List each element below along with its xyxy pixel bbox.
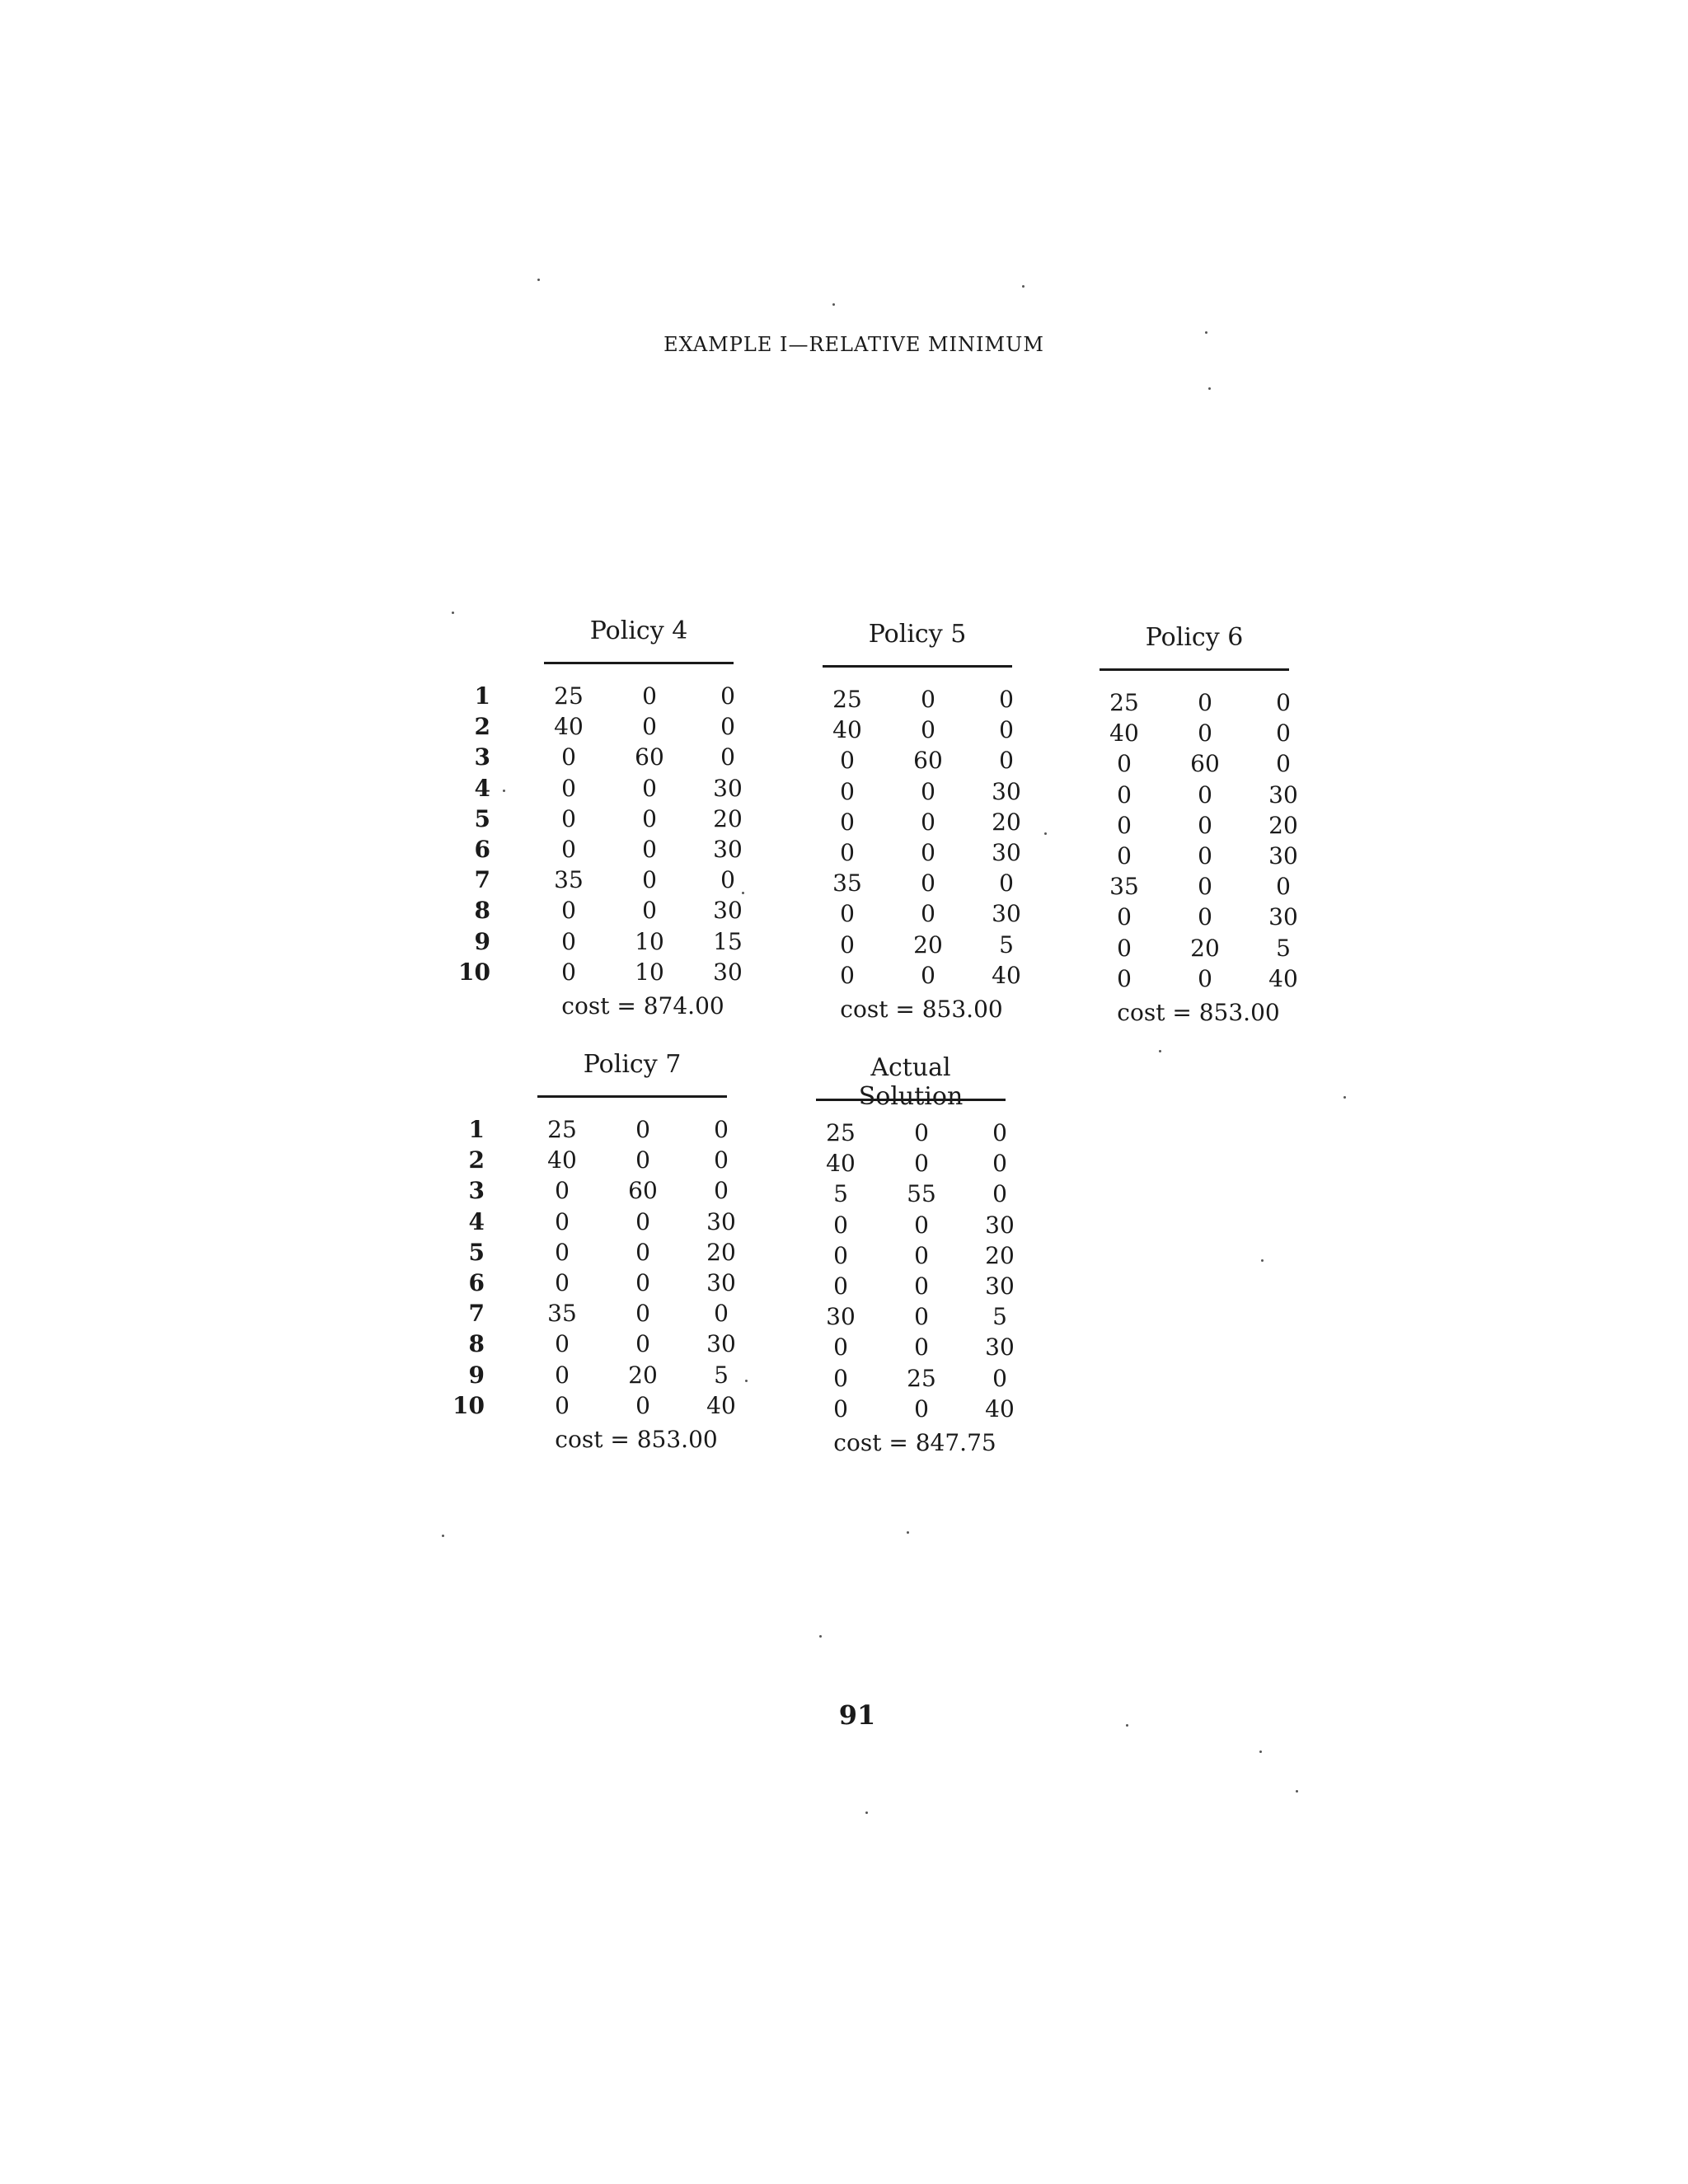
table-cell: 30: [706, 1330, 736, 1358]
table-cell: 0: [635, 1146, 650, 1174]
table-title: Policy 7: [583, 1050, 682, 1079]
title-rule: [816, 1099, 1006, 1101]
scan-speck: [1296, 1790, 1298, 1793]
scan-speck: [1261, 1259, 1264, 1262]
scan-speck: [907, 1531, 909, 1534]
table-cell: 0: [992, 1180, 1007, 1208]
table-cell: 0: [555, 1177, 570, 1205]
scan-speck: [1208, 387, 1211, 390]
table-cell: 0: [1117, 750, 1132, 778]
table-cell: 0: [999, 869, 1014, 898]
table-cell: 60: [635, 743, 664, 771]
table-cell: 0: [635, 1116, 650, 1143]
table-cell: 0: [714, 1300, 729, 1328]
table-cell: 30: [706, 1207, 736, 1235]
table-cell: 0: [635, 1330, 650, 1358]
table-cell: 0: [635, 1207, 650, 1235]
table-cell: 0: [642, 682, 657, 710]
table-cell: 0: [999, 747, 1014, 775]
table-cell: 0: [1117, 780, 1132, 808]
table-title: Policy 5: [868, 620, 967, 649]
table-cell: 60: [628, 1177, 658, 1205]
table-cell: 0: [555, 1361, 570, 1389]
table-cell: 30: [1268, 842, 1298, 869]
table-title: Policy 6: [1145, 623, 1244, 652]
table-cell: 0: [561, 774, 576, 802]
table-cell: 35: [832, 869, 862, 898]
table-cell: 0: [914, 1241, 929, 1269]
table-cell: 0: [1117, 842, 1132, 869]
table-cell: 25: [1109, 689, 1139, 716]
row-index: 8: [474, 897, 490, 925]
table-cell: 0: [714, 1146, 729, 1174]
table-cell: 0: [555, 1391, 570, 1419]
table-cell: 40: [706, 1391, 736, 1419]
table-cell: 0: [999, 686, 1014, 713]
row-index: 9: [468, 1361, 485, 1389]
table-cell: 40: [547, 1146, 577, 1174]
table-cell: 0: [921, 869, 935, 898]
table-cell: 10: [635, 927, 664, 955]
table-cell: 0: [840, 839, 855, 866]
scan-speck: [819, 1635, 822, 1638]
table-cell: 0: [635, 1391, 650, 1419]
table-cell: 0: [1117, 964, 1132, 992]
table-cell: 0: [833, 1394, 848, 1422]
table-cell: 0: [635, 1238, 650, 1266]
table-cell: 0: [561, 897, 576, 925]
table-cell: 0: [555, 1238, 570, 1266]
table-cell: 0: [555, 1207, 570, 1235]
scan-speck: [1343, 1096, 1346, 1099]
table-cell: 0: [999, 716, 1014, 744]
row-index: 8: [468, 1330, 485, 1358]
table-cell: 0: [914, 1211, 929, 1239]
title-rule: [544, 662, 734, 664]
table-cell: 40: [554, 713, 584, 741]
row-index: 4: [474, 774, 490, 802]
table-cell: 0: [840, 961, 855, 989]
scan-speck: [742, 892, 744, 894]
table-cell: 35: [1109, 873, 1139, 901]
table-cell: 0: [1198, 842, 1212, 869]
table-cell: 5: [833, 1180, 848, 1208]
table-cell: 60: [913, 747, 943, 775]
table-cell: 0: [720, 866, 735, 894]
cost-line: cost = 853.00: [555, 1426, 718, 1453]
table-cell: 5: [999, 930, 1014, 958]
scan-speck: [1159, 1050, 1161, 1052]
table-cell: 0: [561, 927, 576, 955]
table-cell: 20: [913, 930, 943, 958]
table-cell: 0: [914, 1333, 929, 1361]
scan-speck: [1044, 832, 1047, 835]
table-cell: 0: [561, 804, 576, 832]
table-cell: 20: [713, 804, 743, 832]
table-cell: 30: [992, 900, 1021, 928]
table-cell: 0: [833, 1272, 848, 1300]
row-index: 3: [468, 1177, 485, 1205]
table-cell: 60: [1190, 750, 1220, 778]
table-cell: 0: [833, 1333, 848, 1361]
table-cell: 0: [1117, 934, 1132, 962]
scan-speck: [1259, 1750, 1262, 1753]
table-cell: 25: [547, 1116, 577, 1143]
row-index: 2: [474, 713, 490, 741]
table-cell: 40: [1109, 719, 1139, 748]
table-cell: 0: [642, 804, 657, 832]
table-cell: 30: [1268, 903, 1298, 931]
table-cell: 0: [642, 713, 657, 741]
table-cell: 0: [555, 1269, 570, 1296]
table-cell: 0: [840, 747, 855, 775]
scan-speck: [865, 1811, 868, 1814]
table-cell: 0: [1276, 689, 1291, 716]
table-cell: 0: [992, 1150, 1007, 1178]
table-cell: 0: [921, 808, 935, 836]
table-cell: 40: [832, 716, 862, 744]
scan-speck: [1205, 331, 1207, 334]
title-rule: [537, 1095, 727, 1098]
table-cell: 0: [1276, 750, 1291, 778]
table-cell: 0: [720, 743, 735, 771]
row-index: 10: [458, 958, 490, 986]
table-cell: 0: [833, 1211, 848, 1239]
table-cell: 0: [642, 774, 657, 802]
table-cell: 5: [1276, 934, 1291, 962]
table-cell: 0: [914, 1119, 929, 1146]
table-cell: 40: [1268, 964, 1298, 992]
table-cell: 30: [985, 1211, 1015, 1239]
table-cell: 0: [914, 1150, 929, 1178]
table-cell: 40: [985, 1394, 1015, 1422]
table-cell: 40: [826, 1150, 856, 1178]
table-cell: 30: [713, 897, 743, 925]
scan-speck: [452, 612, 454, 614]
table-cell: 0: [642, 897, 657, 925]
table-cell: 0: [635, 1300, 650, 1328]
table-cell: 30: [992, 777, 1021, 805]
scan-speck: [1126, 1724, 1128, 1727]
table-cell: 20: [992, 808, 1021, 836]
table-cell: 30: [713, 958, 743, 986]
table-cell: 0: [1276, 719, 1291, 748]
table-cell: 5: [714, 1361, 729, 1389]
table-cell: 0: [914, 1272, 929, 1300]
table-cell: 30: [826, 1303, 856, 1331]
table-cell: 30: [713, 774, 743, 802]
cost-line: cost = 853.00: [840, 996, 1003, 1023]
table-cell: 0: [1198, 689, 1212, 716]
scan-speck: [442, 1535, 444, 1537]
row-index: 3: [474, 743, 490, 771]
page-number: 91: [838, 1699, 876, 1731]
row-index: 7: [474, 866, 490, 894]
table-title: Policy 4: [589, 616, 688, 645]
table-cell: 0: [921, 961, 935, 989]
table-cell: 25: [832, 686, 862, 713]
table-cell: 0: [914, 1303, 929, 1331]
page-heading: EXAMPLE I—RELATIVE MINIMUM: [663, 333, 1044, 356]
scan-speck: [537, 279, 540, 281]
table-cell: 0: [720, 713, 735, 741]
table-cell: 30: [992, 839, 1021, 866]
table-cell: 20: [985, 1241, 1015, 1269]
table-cell: 20: [1268, 811, 1298, 839]
table-cell: 30: [1268, 780, 1298, 808]
table-cell: 20: [1190, 934, 1220, 962]
table-cell: 0: [635, 1269, 650, 1296]
row-index: 6: [474, 836, 490, 863]
row-index: 5: [474, 804, 490, 832]
table-cell: 0: [561, 958, 576, 986]
table-cell: 0: [1198, 903, 1212, 931]
table-cell: 25: [554, 682, 584, 710]
row-index: 7: [468, 1300, 485, 1328]
scan-speck: [1022, 285, 1025, 288]
row-index: 1: [468, 1116, 485, 1143]
cost-line: cost = 847.75: [833, 1429, 996, 1456]
table-cell: 35: [547, 1300, 577, 1328]
table-cell: 0: [840, 808, 855, 836]
cost-line: cost = 853.00: [1117, 999, 1280, 1026]
table-cell: 0: [1198, 780, 1212, 808]
table-cell: 0: [642, 866, 657, 894]
scan-speck: [745, 1380, 748, 1382]
table-cell: 15: [713, 927, 743, 955]
row-index: 1: [474, 682, 490, 710]
table-cell: 0: [840, 900, 855, 928]
cost-line: cost = 874.00: [561, 992, 724, 1019]
table-cell: 0: [992, 1119, 1007, 1146]
table-cell: 30: [985, 1333, 1015, 1361]
table-cell: 0: [840, 777, 855, 805]
table-cell: 0: [714, 1116, 729, 1143]
row-index: 10: [452, 1391, 485, 1419]
title-rule: [823, 665, 1012, 668]
table-cell: 0: [1198, 719, 1212, 748]
table-cell: 20: [706, 1238, 736, 1266]
table-cell: 0: [921, 686, 935, 713]
table-cell: 0: [720, 682, 735, 710]
table-cell: 10: [635, 958, 664, 986]
table-cell: 0: [642, 836, 657, 863]
row-index: 2: [468, 1146, 485, 1174]
table-cell: 25: [907, 1364, 936, 1392]
table-cell: 0: [921, 716, 935, 744]
scan-speck: [503, 790, 505, 792]
table-cell: 0: [714, 1177, 729, 1205]
table-cell: 30: [985, 1272, 1015, 1300]
table-cell: 0: [1117, 903, 1132, 931]
table-cell: 0: [1117, 811, 1132, 839]
row-index: 4: [468, 1207, 485, 1235]
table-cell: 0: [1198, 964, 1212, 992]
table-cell: 30: [713, 836, 743, 863]
table-cell: 0: [921, 839, 935, 866]
table-cell: 0: [914, 1394, 929, 1422]
row-index: 6: [468, 1269, 485, 1296]
table-cell: 0: [561, 836, 576, 863]
table-cell: 0: [1276, 873, 1291, 901]
table-cell: 5: [992, 1303, 1007, 1331]
row-index: 5: [468, 1238, 485, 1266]
table-cell: 40: [992, 961, 1021, 989]
table-cell: 0: [840, 930, 855, 958]
table-cell: 0: [921, 900, 935, 928]
scan-speck: [832, 303, 835, 306]
title-rule: [1100, 668, 1289, 671]
table-cell: 20: [628, 1361, 658, 1389]
table-cell: 0: [833, 1241, 848, 1269]
table-cell: 0: [1198, 811, 1212, 839]
table-cell: 25: [826, 1119, 856, 1146]
table-cell: 0: [921, 777, 935, 805]
table-cell: 0: [992, 1364, 1007, 1392]
table-cell: 0: [833, 1364, 848, 1392]
table-cell: 30: [706, 1269, 736, 1296]
table-cell: 35: [554, 866, 584, 894]
table-cell: 55: [907, 1180, 936, 1208]
table-cell: 0: [555, 1330, 570, 1358]
table-cell: 0: [1198, 873, 1212, 901]
table-cell: 0: [561, 743, 576, 771]
row-index: 9: [474, 927, 490, 955]
table-title: Actual Solution: [858, 1053, 964, 1111]
